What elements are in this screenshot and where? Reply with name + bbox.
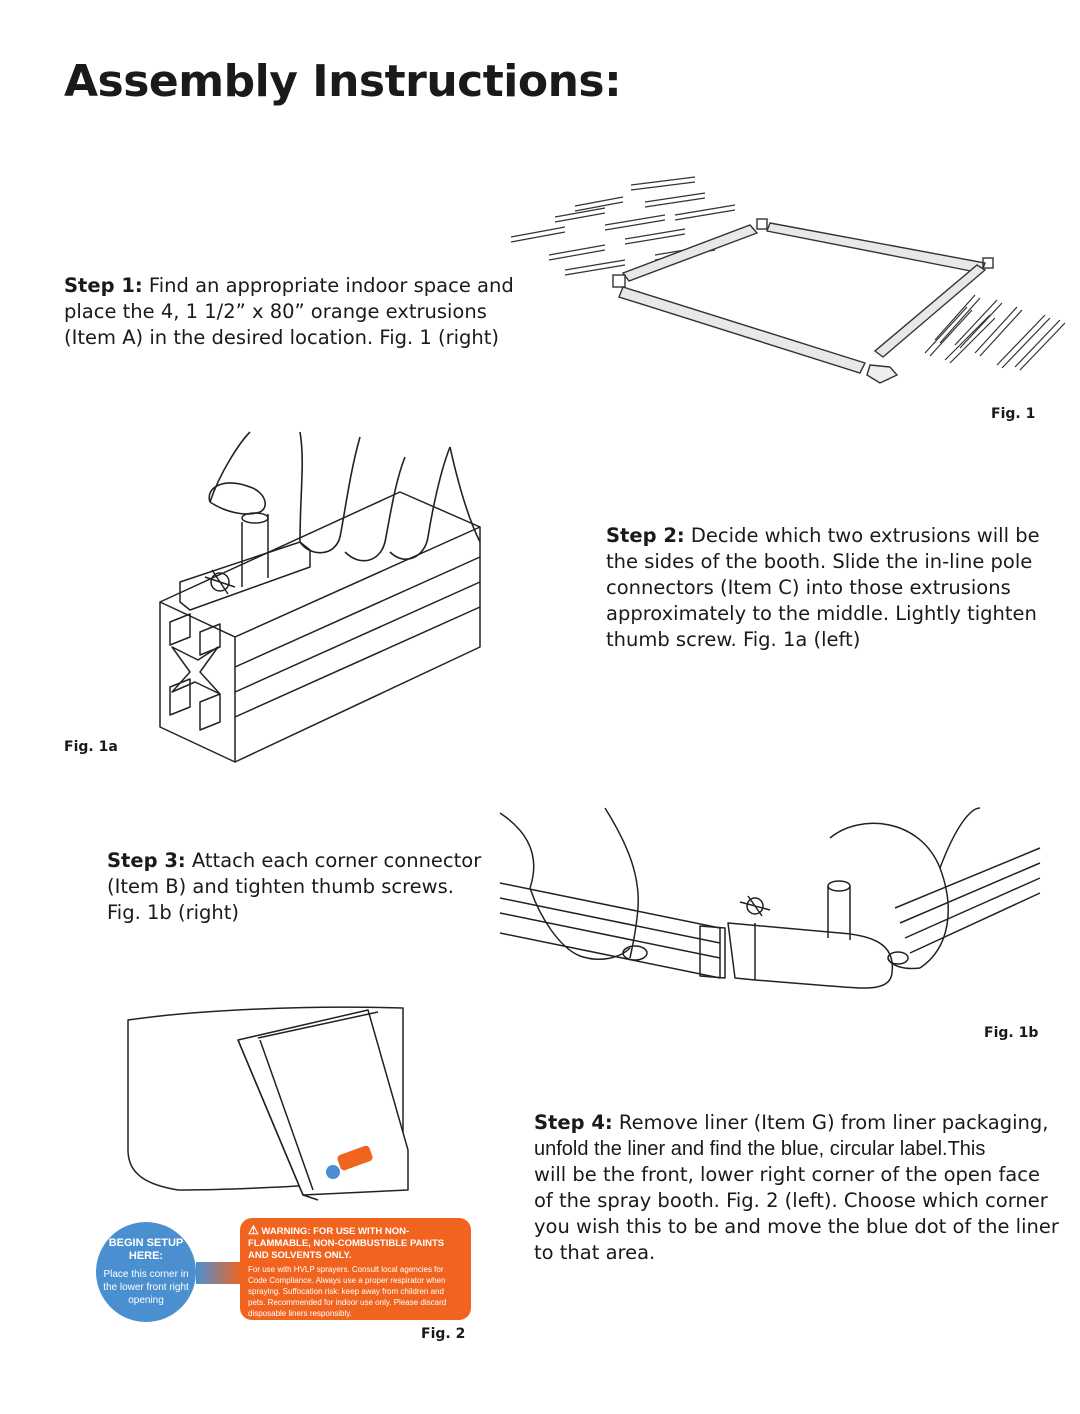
step-1 bbox=[64, 273, 514, 351]
fig-1a-caption: Fig. 1a bbox=[64, 739, 118, 755]
step-text: (Item B) and tighten thumb screws. bbox=[107, 875, 454, 898]
hand bbox=[209, 432, 480, 561]
begin-setup-label bbox=[96, 1222, 196, 1322]
inline-connector-illustration bbox=[150, 432, 500, 762]
step-label: Step 3: bbox=[107, 849, 186, 872]
page-title: Assembly Instructions: bbox=[64, 56, 622, 107]
warning-icon: ⚠ bbox=[248, 1223, 259, 1237]
step-text: Decide which two extrusions will be bbox=[684, 524, 1040, 547]
step-3 bbox=[107, 848, 481, 926]
step-text: Attach each corner connector bbox=[185, 849, 482, 872]
step-text: will be the front, lower right corner of the open face bbox=[534, 1163, 1040, 1186]
frame-extrusions bbox=[613, 219, 993, 383]
begin-setup-heading: BEGIN SETUP HERE: bbox=[108, 1237, 184, 1262]
warning-heading: WARNING: FOR USE WITH NON-FLAMMABLE, NON-COMBUSTIBLE PAINTS AND SOLVENTS ONLY. bbox=[248, 1226, 445, 1261]
step-text: Fig. 1b (right) bbox=[107, 901, 240, 924]
step-text: unfold the liner and find the blue, circular label.This bbox=[534, 1138, 986, 1160]
step-label: Step 2: bbox=[606, 524, 685, 547]
step-text: place the 4, 1 1/2” x 80” orange extrusions bbox=[64, 300, 487, 323]
label-connector-bar bbox=[196, 1262, 242, 1284]
connector-plate bbox=[180, 542, 310, 610]
step-2 bbox=[606, 523, 1040, 653]
step-text: you wish this to be and move the blue dot of the liner bbox=[534, 1215, 1059, 1238]
step-text: Find an appropriate indoor space and bbox=[142, 274, 514, 297]
right-hand bbox=[830, 808, 980, 969]
step-label: Step 1: bbox=[64, 274, 143, 297]
pole bbox=[242, 514, 268, 587]
blue-dot-icon bbox=[326, 1165, 340, 1179]
extrusion-profile bbox=[160, 602, 235, 762]
step-text: to that area. bbox=[534, 1241, 656, 1264]
step-text: the sides of the booth. Slide the in-line pole bbox=[606, 550, 1033, 573]
corner-connector-illustration bbox=[500, 808, 1045, 1008]
step-text: approximately to the middle. Lightly tighten bbox=[606, 602, 1037, 625]
step-text: of the spray booth. Fig. 2 (left). Choose which corner bbox=[534, 1189, 1048, 1212]
frame-layout-illustration bbox=[505, 175, 1065, 395]
step-text: connectors (Item C) into those extrusions bbox=[606, 576, 1011, 599]
fig-1b-caption: Fig. 1b bbox=[984, 1025, 1039, 1041]
poles-group-upper bbox=[511, 177, 735, 275]
poles-group-lower bbox=[925, 295, 1065, 370]
warning-label bbox=[240, 1218, 471, 1320]
fig-1-caption: Fig. 1 bbox=[991, 406, 1036, 422]
liner-package-illustration bbox=[118, 1000, 418, 1210]
step-text: Remove liner (Item G) from liner packaging, bbox=[612, 1111, 1049, 1134]
step-text: thumb screw. Fig. 1a (left) bbox=[606, 628, 861, 651]
begin-setup-body: Place this corner in the lower front right opening bbox=[103, 1269, 189, 1306]
warning-body: For use with HVLP sprayers. Consult local agencies for Code Compliance. Always use a proper respirator when spraying. Suffocation risk: keep away from children and pets. Recommended for indoor use only. Please discard disposable liners responsibly. bbox=[248, 1265, 447, 1318]
step-label: Step 4: bbox=[534, 1111, 613, 1134]
step-text: (Item A) in the desired location. Fig. 1 (right) bbox=[64, 326, 500, 349]
step-4 bbox=[534, 1110, 1059, 1266]
corner-connector bbox=[728, 923, 892, 988]
fig-2-caption: Fig. 2 bbox=[421, 1326, 466, 1342]
